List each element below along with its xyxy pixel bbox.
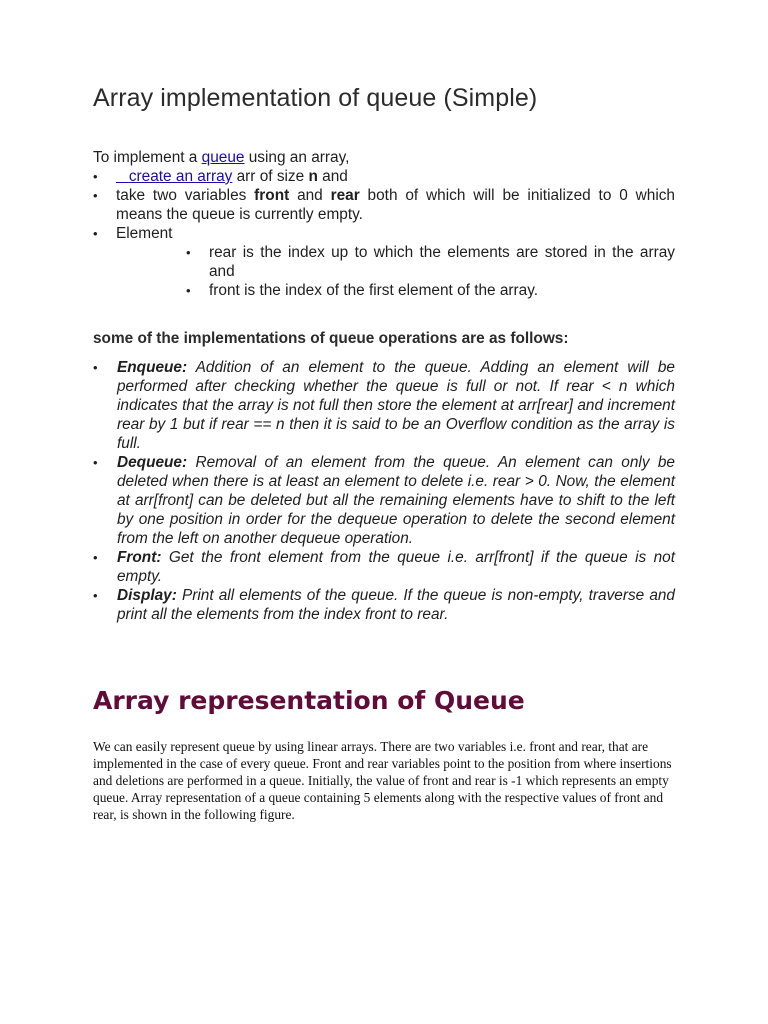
operation-text: Addition of an element to the queue. Adding an element will be performed after checking whether the queue is full or not. If rear < n which indicates that the array is not full then store the element at arr[rear] and increment rear by 1 but if rear == n then it is said to be an Overflow condition as the array is full. [117,359,675,452]
list-item-text: Element [116,225,173,242]
list-item-text: both of which will be initialized to 0 which means the queue is currently empty. [116,187,675,223]
list-item [93,167,675,186]
intro-list [93,167,675,300]
operation-item-enqueue [93,358,675,453]
sub-list [116,243,675,300]
operation-label: Enqueue: [117,359,188,376]
sub-list-item: • front is the index of the first element of the array. [186,281,675,300]
operation-label: Front: [117,549,162,566]
intro-lead-tail: using an array, [244,149,350,166]
list-item-text: and [289,187,331,204]
operation-item-front [93,548,675,586]
operation-text: Removal of an element from the queue. An element can only be deleted when there is at least an element to delete i.e. rear > 0. Now, the element at arr[front] can be deleted but all the remaining elements have to shift to the left by one position in order for the dequeue operation to delete the second element from the left on another dequeue operation. [117,454,675,547]
list-item-bold: n [308,168,318,185]
section-paragraph: We can easily represent queue by using linear arrays. There are two variables i.e. front and rear, that are implemented in the case of every queue. Front and rear variables point to the position from where insertions and deletions are performed in a queue. Initially, the value of front and rear is -1 which represents an empty queue. Array representation of a queue containing 5 elements along with the respective values of front and rear, is shown in the following figure. [93,739,672,822]
list-item [93,224,675,300]
create-array-link-label[interactable]: create an array [128,168,233,185]
page-title: Array implementation of queue (Simple) [93,84,538,112]
list-item-bold: rear [330,187,360,204]
list-item-bold: front [254,187,290,204]
queue-link[interactable]: queue [201,149,245,166]
list-item-text: and [317,168,348,185]
list-item-text: take two variables [116,187,255,204]
operation-label: Dequeue: [117,454,188,471]
operations-heading: some of the implementations of queue operations are as follows: [93,330,569,347]
operation-text: Get the front element from the queue i.e. arr[front] if the queue is not empty. [117,549,675,585]
operations-list [93,358,675,624]
section-body [93,738,675,823]
create-array-link[interactable] [116,168,232,185]
list-item-text: arr of size [232,168,309,185]
list-item [93,186,675,224]
intro-lead-text: To implement a [93,149,202,166]
operations-block [93,358,675,624]
operation-item-display [93,586,675,624]
operation-item-dequeue [93,453,675,548]
operation-text: Print all elements of the queue. If the queue is non-empty, traverse and print all the elements from the index front to rear. [117,587,675,623]
intro-block [93,148,675,300]
operation-label: Display: [117,587,177,604]
sub-list-item: • rear is the index up to which the elements are stored in the array and [186,243,675,281]
section-title: Array representation of Queue [93,686,525,715]
intro-lead [93,148,675,167]
